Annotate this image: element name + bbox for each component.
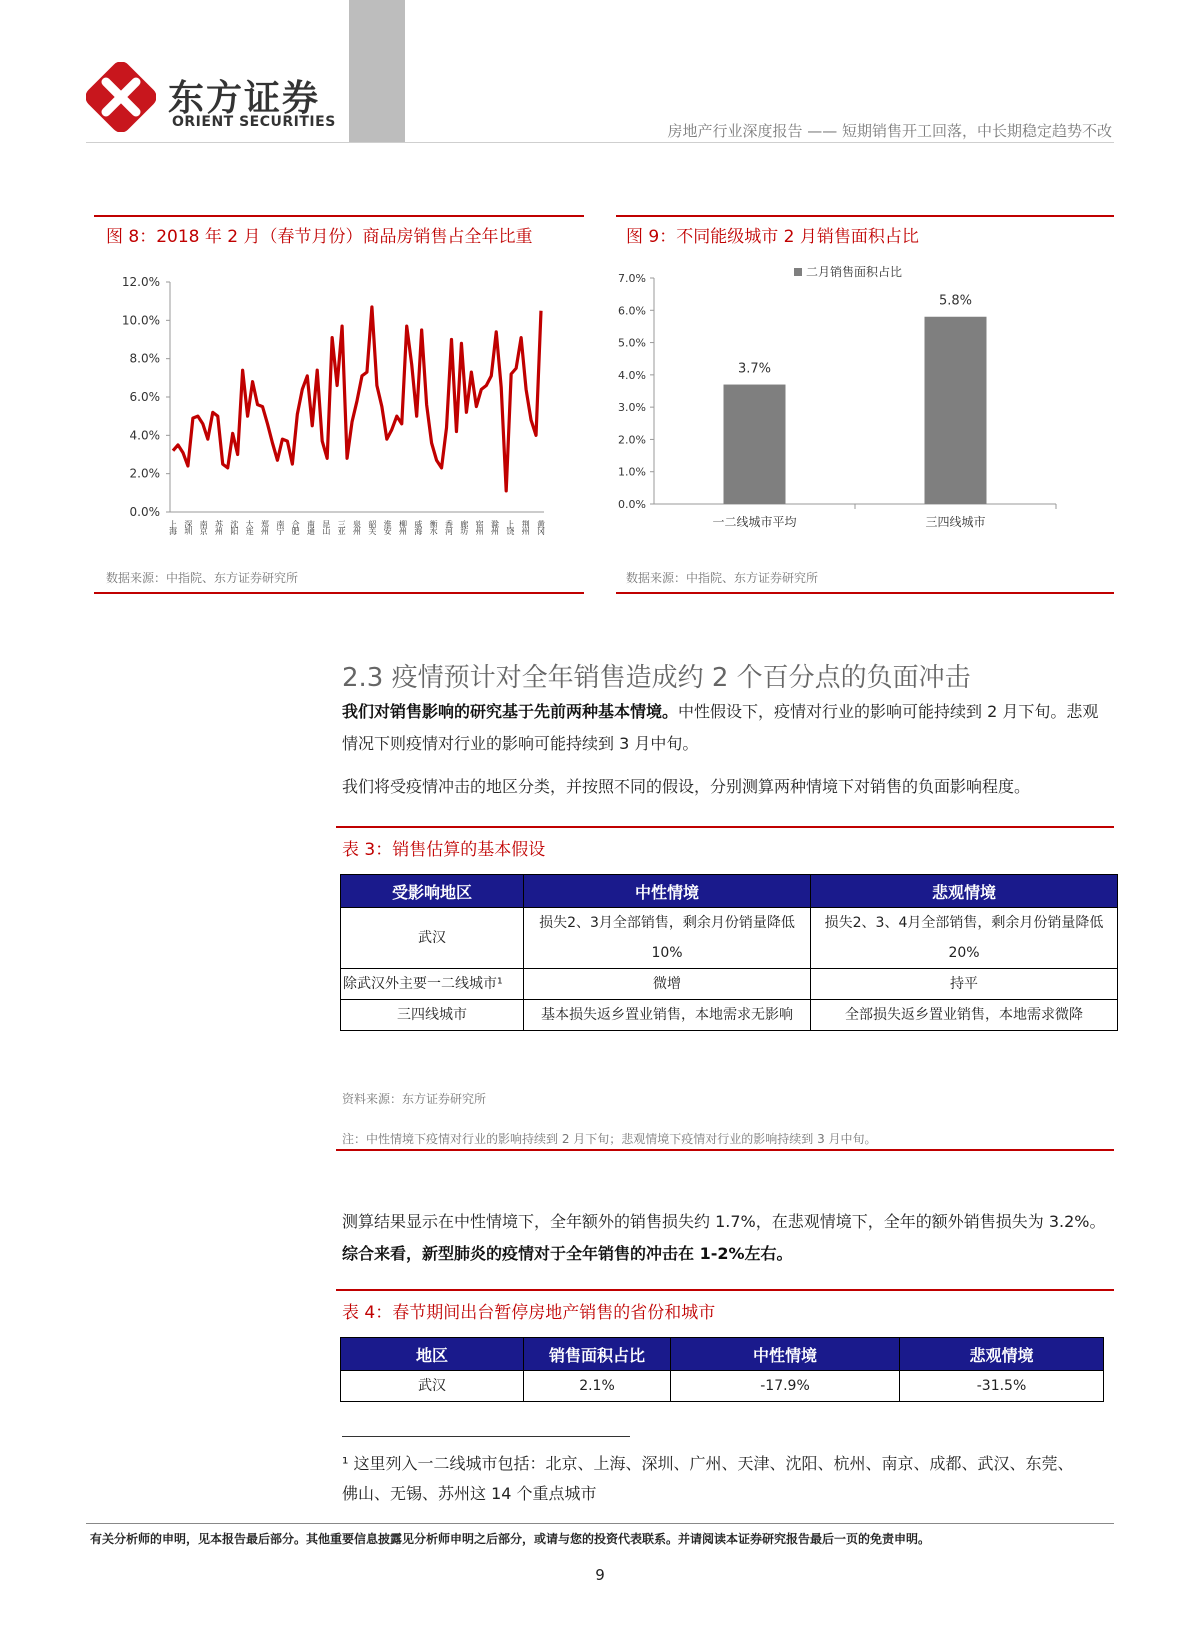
company-name-en: ORIENT SECURITIES — [172, 114, 336, 130]
paragraph-1-lead: 我们对销售影响的研究基于先前两种基本情境。 — [342, 702, 679, 721]
legend-swatch — [794, 268, 802, 276]
table4 — [340, 1337, 1104, 1402]
paragraph-3 — [342, 1206, 1114, 1270]
section-title: 2.3 疫情预计对全年销售造成约 2 个百分点的负面冲击 — [342, 663, 971, 693]
x-tick-label: 荆州 — [521, 520, 531, 534]
table4-header-row — [341, 1338, 1104, 1371]
x-tick-label: 南京 — [199, 520, 209, 534]
table-row — [341, 1000, 1118, 1031]
table3-cell: 除武汉外主要一二线城市¹ — [341, 969, 524, 1000]
series-line — [173, 307, 541, 491]
paragraph-2: 我们将受疫情冲击的地区分类，并按照不同的假设，分别测算两种情境下对销售的负面影响程度。 — [342, 777, 1031, 796]
table3-cell: 基本损失返乡置业销售，本地需求无影响 — [524, 1000, 811, 1031]
table3-header: 中性情境 — [524, 875, 811, 908]
company-name-cn: 东方证券 — [168, 78, 321, 119]
x-tick-label: 泉州 — [352, 520, 362, 534]
y-tick-label: 7.0% — [618, 272, 646, 285]
footnote: ¹ 这里列入一二线城市包括：北京、上海、深圳、广州、天津、沈阳、杭州、南京、成都、武汉、东莞、佛山、无锡、苏州这 14 个重点城市 — [342, 1454, 1074, 1503]
x-tick-label: 南宁 — [275, 520, 285, 534]
table4-header: 销售面积占比 — [524, 1338, 671, 1371]
table4-cell: 2.1% — [524, 1371, 671, 1402]
x-tick-label: 韶关 — [367, 520, 377, 534]
table4-header: 地区 — [341, 1338, 524, 1371]
x-category-label: 一二线城市平均 — [712, 515, 797, 529]
header-divider — [86, 142, 1114, 143]
x-tick-label: 威海 — [413, 520, 423, 534]
table3-cell: 武汉 — [341, 908, 524, 969]
y-tick-label: 3.0% — [618, 401, 646, 415]
x-tick-label: 淮安 — [383, 520, 393, 534]
table4-cell: -17.9% — [671, 1371, 900, 1402]
table3-cell: 损失2、3月全部销售，剩余月份销量降低10% — [524, 908, 811, 969]
x-tick-label: 滁州 — [490, 520, 500, 534]
figure8-line-chart — [94, 260, 584, 560]
paragraph-1-body: 中性假设下，疫情对行业的影响可能持续到 2 月下旬。悲观情况下则疫情对行业的影响可能持续到 3 月中旬。 — [342, 702, 1099, 753]
y-tick-label: 2.0% — [618, 433, 646, 447]
page-number: 9 — [595, 1566, 605, 1584]
table3-header: 受影响地区 — [341, 875, 524, 908]
x-tick-label: 昆山 — [321, 520, 331, 534]
paragraph-3-conclusion: 综合来看，新型肺炎的疫情对于全年销售的冲击在 1-2%左右。 — [342, 1244, 793, 1263]
x-tick-label: 苏州 — [214, 520, 224, 534]
figure8-source: 数据来源：中指院、东方证券研究所 — [106, 571, 299, 585]
table3-cell: 持平 — [811, 969, 1118, 1000]
figure8-top-rule — [94, 215, 584, 217]
footnote-divider — [342, 1436, 630, 1437]
bar — [925, 317, 987, 504]
table4-header: 中性情境 — [671, 1338, 900, 1371]
x-tick-label: 宿州 — [475, 520, 485, 534]
table4-header: 悲观情境 — [900, 1338, 1104, 1371]
y-tick-label: 0.0% — [618, 498, 646, 511]
table4-title: 表 4：春节期间出台暂停房地产销售的省份和城市 — [342, 1303, 716, 1323]
table3-title: 表 3：销售估算的基本假设 — [342, 840, 546, 860]
y-tick-label: 4.0% — [618, 368, 646, 382]
figure9-title: 图 9：不同能级城市 2 月销售面积占比 — [626, 227, 919, 247]
y-tick-label: 0.0% — [129, 505, 160, 519]
table3-source: 资料来源：东方证券研究所 — [342, 1092, 487, 1106]
table4-cell: -31.5% — [900, 1371, 1104, 1402]
footer-divider — [86, 1523, 1114, 1524]
table3-cell: 全部损失返乡置业销售，本地需求微降 — [811, 1000, 1118, 1031]
x-tick-label: 香河 — [444, 520, 454, 534]
table4-cell: 武汉 — [341, 1371, 524, 1402]
table-row — [341, 1371, 1104, 1402]
y-tick-label: 2.0% — [129, 466, 160, 481]
bar — [724, 385, 786, 504]
x-tick-label: 合肥 — [291, 520, 301, 534]
table3-cell: 损失2、3、4月全部销售，剩余月份销量降低20% — [811, 908, 1118, 969]
y-tick-label: 6.0% — [618, 304, 646, 318]
company-logo — [86, 62, 156, 132]
x-tick-label: 柳州 — [398, 520, 408, 534]
table3-cell: 三四线城市 — [341, 1000, 524, 1031]
x-tick-label: 郑州 — [260, 520, 270, 534]
bar-data-label: 3.7% — [737, 361, 772, 377]
y-tick-label: 12.0% — [121, 275, 160, 289]
table3-note: 注：中性情境下疫情对行业的影响持续到 2 月下旬；悲观情境下疫情对行业的影响持续到 3 月中旬。 — [342, 1132, 877, 1146]
x-tick-label: 上海 — [168, 520, 178, 534]
table3-header-row — [341, 875, 1118, 908]
paragraph-1 — [342, 696, 1114, 760]
table-row — [341, 969, 1118, 1000]
figure9-bar-chart — [616, 260, 1114, 560]
x-category-label: 三四线城市 — [925, 515, 986, 529]
bar-data-label: 5.8% — [938, 293, 973, 309]
table3-header: 悲观情境 — [811, 875, 1118, 908]
table4-top-rule — [336, 1289, 1114, 1291]
table3 — [340, 874, 1118, 1031]
figure9-bottom-rule — [616, 592, 1114, 594]
y-tick-label: 4.0% — [129, 428, 160, 443]
disclaimer: 有关分析师的申明，见本报告最后部分。其他重要信息披露见分析师申明之后部分，或请与您的投资代表联系。并请阅读本证券研究报告最后一页的免责申明。 — [90, 1532, 931, 1546]
table3-cell: 微增 — [524, 969, 811, 1000]
x-tick-label: 黄冈 — [536, 520, 546, 534]
y-tick-label: 6.0% — [129, 390, 160, 404]
figure8-bottom-rule — [94, 592, 584, 594]
figure8-title: 图 8：2018 年 2 月（春节月份）商品房销售占全年比重 — [106, 227, 533, 247]
y-tick-label: 8.0% — [129, 351, 160, 366]
figure9-top-rule — [616, 215, 1114, 217]
y-tick-label: 10.0% — [121, 313, 160, 328]
table3-top-rule — [336, 826, 1114, 828]
legend-label: 二月销售面积占比 — [806, 265, 903, 279]
paragraph-3-body: 测算结果显示在中性情境下，全年额外的销售损失约 1.7%，在悲观情境下，全年的额外销售损失为 3.2%。 — [342, 1212, 1106, 1231]
x-tick-label: 廊坊 — [459, 520, 469, 534]
x-tick-label: 衡水 — [429, 520, 439, 534]
header-decor-bar — [349, 0, 405, 142]
table-row — [341, 908, 1118, 969]
x-tick-label: 沈阳 — [229, 520, 239, 534]
x-tick-label: 三亚 — [337, 520, 347, 534]
report-title: 房地产行业深度报告 —— 短期销售开工回落，中长期稳定趋势不改 — [667, 122, 1112, 140]
y-tick-label: 1.0% — [618, 465, 646, 479]
x-tick-label: 大连 — [245, 520, 255, 534]
x-tick-label: 南通 — [306, 520, 316, 534]
table3-bottom-rule — [336, 1149, 1114, 1151]
figure9-source: 数据来源：中指院、东方证券研究所 — [626, 571, 819, 585]
y-tick-label: 5.0% — [618, 336, 646, 350]
x-tick-label: 上饶 — [505, 520, 515, 534]
x-tick-label: 深圳 — [183, 520, 193, 534]
